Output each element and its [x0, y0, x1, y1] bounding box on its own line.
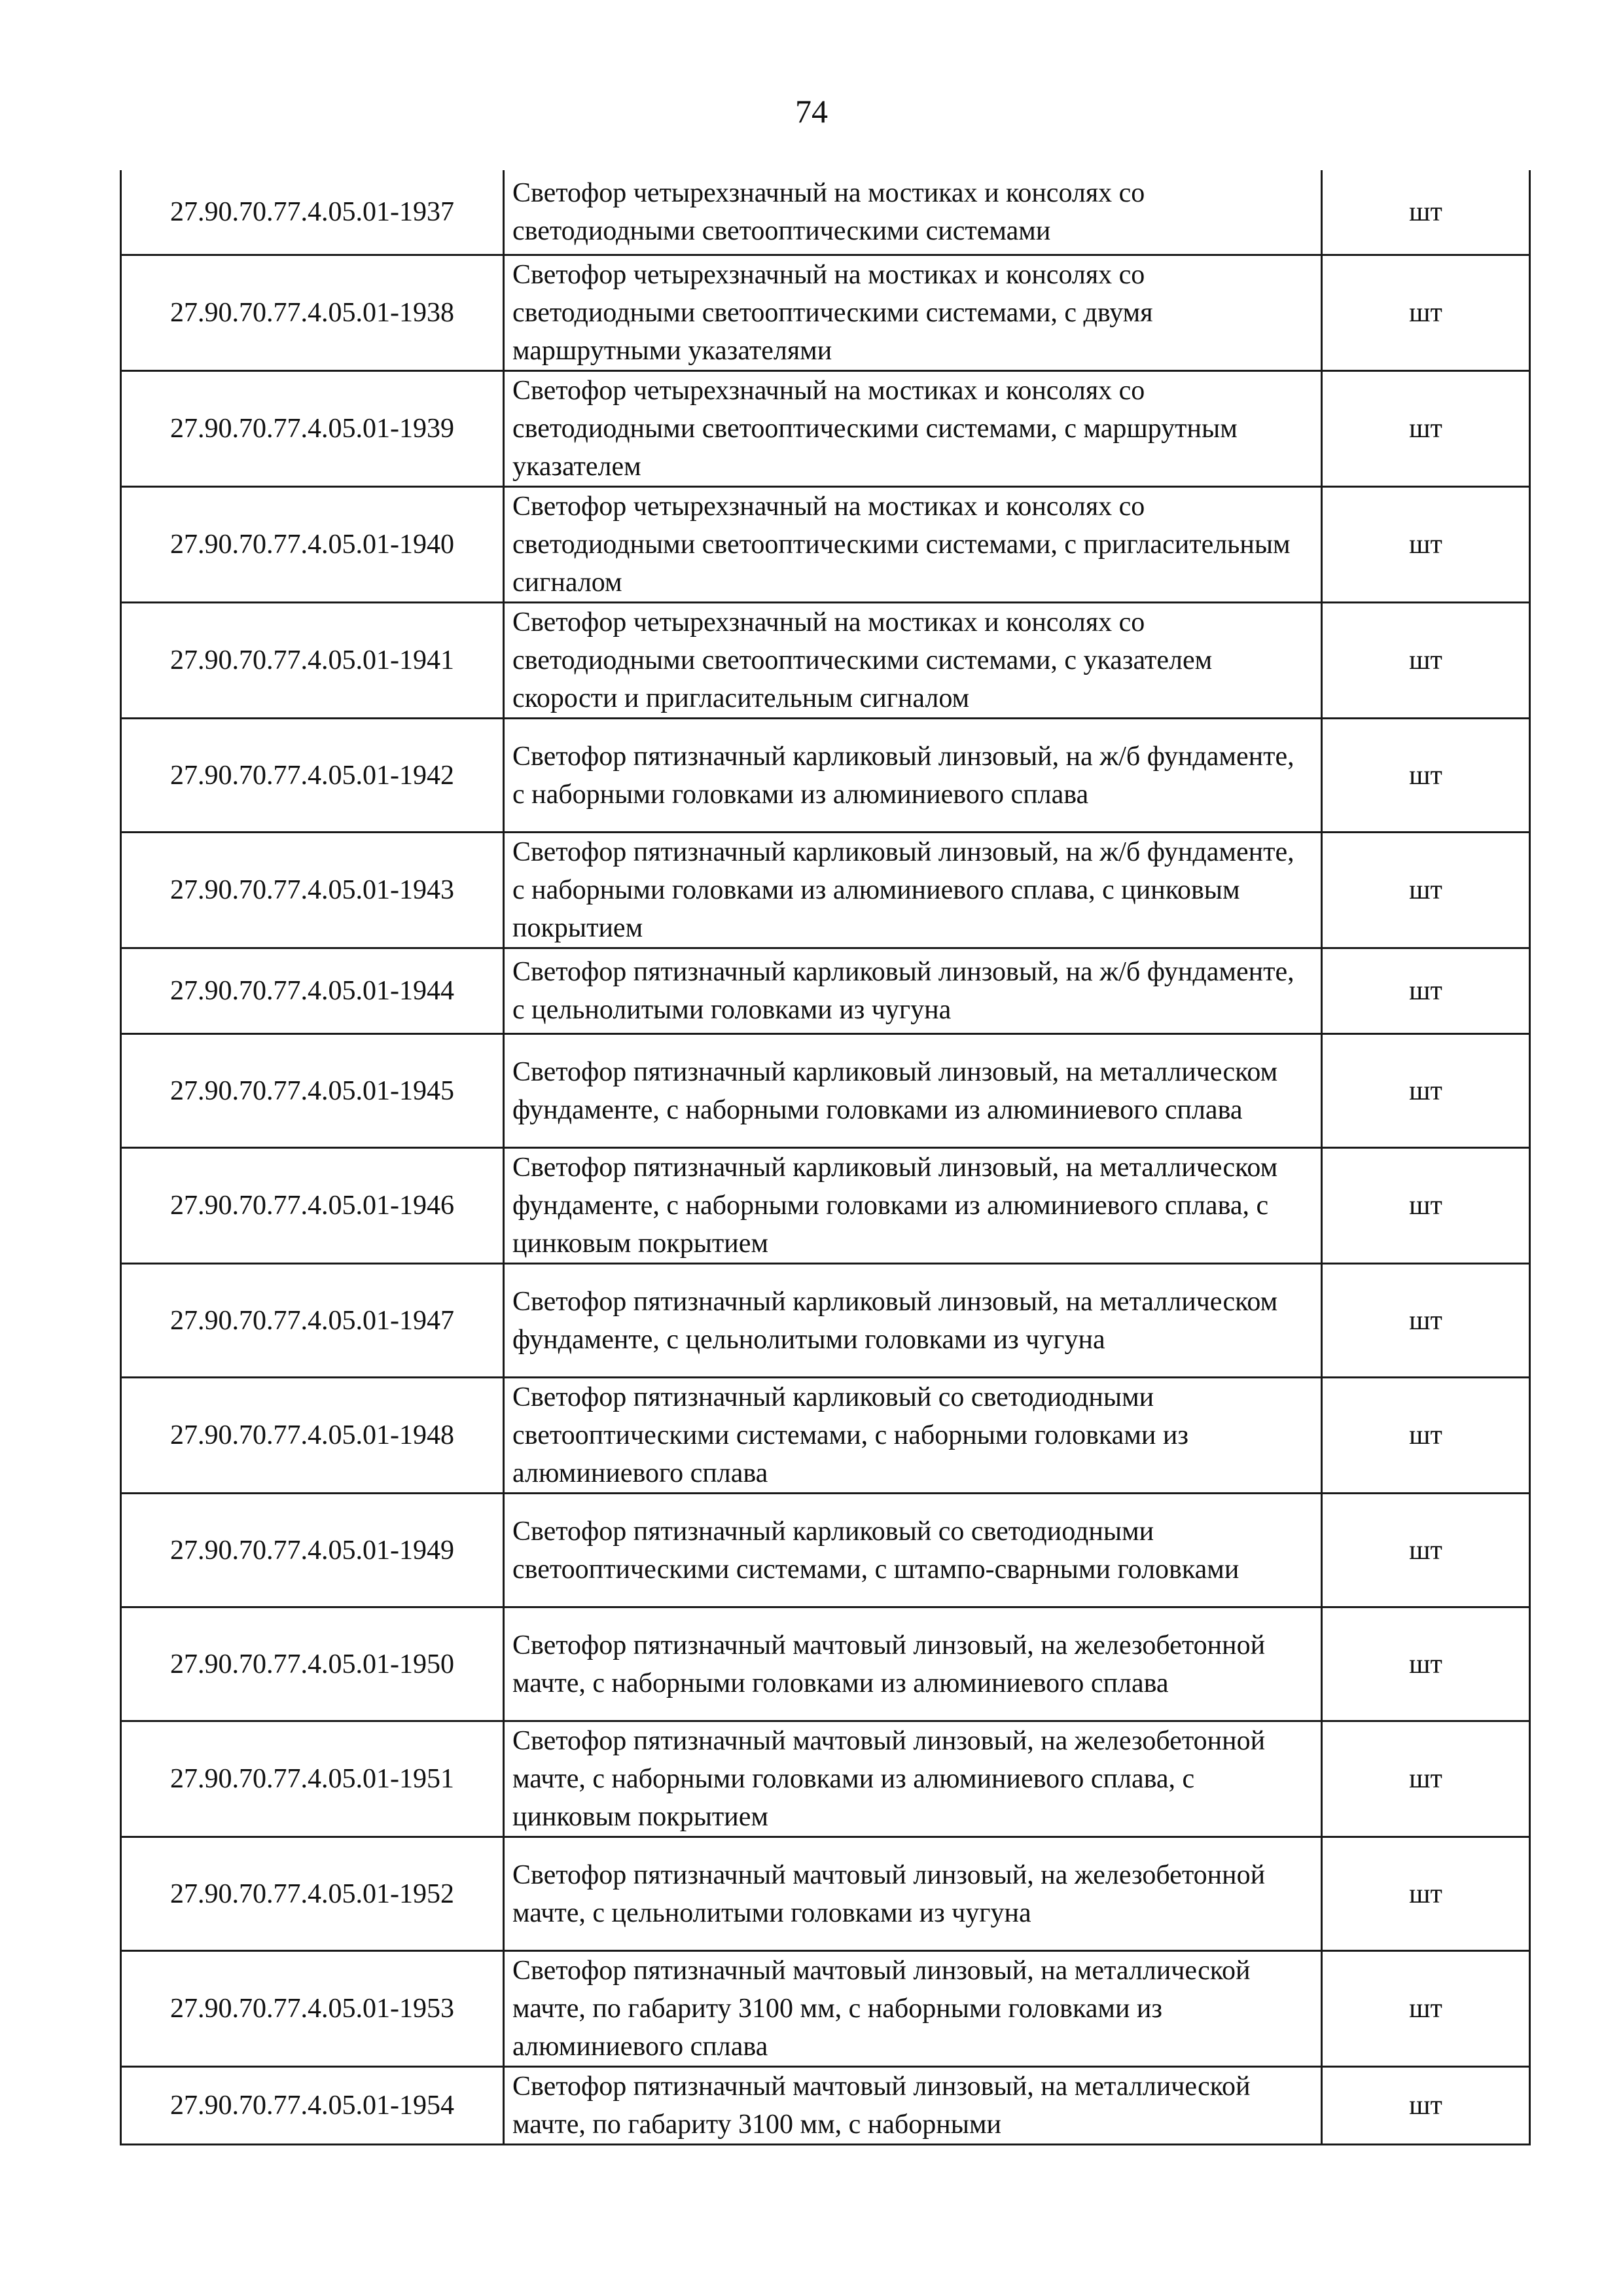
item-code: 27.90.70.77.4.05.01-1944 — [121, 948, 504, 1034]
item-code: 27.90.70.77.4.05.01-1954 — [121, 2067, 504, 2145]
item-unit: шт — [1322, 170, 1530, 255]
table-row — [121, 371, 1530, 487]
table-row — [121, 487, 1530, 603]
item-code: 27.90.70.77.4.05.01-1946 — [121, 1148, 504, 1264]
table-row — [121, 1378, 1530, 1494]
table-row — [121, 1951, 1530, 2067]
item-unit: шт — [1322, 2067, 1530, 2145]
table-row — [121, 1034, 1530, 1148]
item-code: 27.90.70.77.4.05.01-1950 — [121, 1607, 504, 1721]
item-unit: шт — [1322, 1607, 1530, 1721]
item-code: 27.90.70.77.4.05.01-1948 — [121, 1378, 504, 1494]
item-description: Светофор пятизначный карликовый со светодиодными светооптическими системами, с наборными головками из алюминиевого сплава — [504, 1378, 1322, 1494]
item-unit: шт — [1322, 1494, 1530, 1607]
item-description: Светофор пятизначный мачтовый линзовый, на металлической мачте, по габариту 3100 мм, с наборными головками из алюминиевого сплава — [504, 1951, 1322, 2067]
table-row — [121, 719, 1530, 833]
item-description: Светофор пятизначный карликовый линзовый, на металлическом фундаменте, с наборными головками из алюминиевого сплава — [504, 1034, 1322, 1148]
item-unit: шт — [1322, 371, 1530, 487]
item-code: 27.90.70.77.4.05.01-1949 — [121, 1494, 504, 1607]
item-code: 27.90.70.77.4.05.01-1947 — [121, 1264, 504, 1378]
table-row — [121, 1264, 1530, 1378]
table-row — [121, 833, 1530, 948]
item-unit: шт — [1322, 1034, 1530, 1148]
table-row — [121, 255, 1530, 371]
table-row — [121, 2067, 1530, 2145]
item-unit: шт — [1322, 487, 1530, 603]
item-code: 27.90.70.77.4.05.01-1945 — [121, 1034, 504, 1148]
item-unit: шт — [1322, 255, 1530, 371]
item-description: Светофор четырехзначный на мостиках и консолях со светодиодными светооптическими системами — [504, 170, 1322, 255]
item-description: Светофор пятизначный карликовый линзовый, на металлическом фундаменте, с цельнолитыми головками из чугуна — [504, 1264, 1322, 1378]
item-description: Светофор пятизначный карликовый линзовый, на ж/б фундаменте, с цельнолитыми головками из чугуна — [504, 948, 1322, 1034]
item-code: 27.90.70.77.4.05.01-1937 — [121, 170, 504, 255]
table-row — [121, 1837, 1530, 1951]
item-unit: шт — [1322, 719, 1530, 833]
item-unit: шт — [1322, 1951, 1530, 2067]
item-description: Светофор четырехзначный на мостиках и консолях со светодиодными светооптическими системами, с маршрутным указателем — [504, 371, 1322, 487]
item-code: 27.90.70.77.4.05.01-1953 — [121, 1951, 504, 2067]
page-number: 74 — [795, 93, 828, 130]
item-unit: шт — [1322, 1721, 1530, 1837]
item-description: Светофор пятизначный мачтовый линзовый, на железобетонной мачте, с наборными головками из алюминиевого сплава, с цинковым покрытием — [504, 1721, 1322, 1837]
item-unit: шт — [1322, 1148, 1530, 1264]
table-row — [121, 1494, 1530, 1607]
item-description: Светофор четырехзначный на мостиках и консолях со светодиодными светооптическими системами, с двумя маршрутными указателями — [504, 255, 1322, 371]
item-unit: шт — [1322, 1837, 1530, 1951]
item-description: Светофор четырехзначный на мостиках и консолях со светодиодными светооптическими системами, с указателем скорости и пригласительным сигналом — [504, 603, 1322, 719]
items-table — [120, 170, 1531, 2145]
item-code: 27.90.70.77.4.05.01-1952 — [121, 1837, 504, 1951]
item-description: Светофор пятизначный карликовый со светодиодными светооптическими системами, с штампо-сварными головками — [504, 1494, 1322, 1607]
table-row — [121, 1721, 1530, 1837]
item-code: 27.90.70.77.4.05.01-1941 — [121, 603, 504, 719]
item-unit: шт — [1322, 948, 1530, 1034]
table-row — [121, 170, 1530, 255]
item-description: Светофор пятизначный мачтовый линзовый, на металлической мачте, по габариту 3100 мм, с наборными — [504, 2067, 1322, 2145]
item-unit: шт — [1322, 603, 1530, 719]
table-row — [121, 1148, 1530, 1264]
item-code: 27.90.70.77.4.05.01-1939 — [121, 371, 504, 487]
table-row — [121, 1607, 1530, 1721]
item-description: Светофор четырехзначный на мостиках и консолях со светодиодными светооптическими системами, с пригласительным сигналом — [504, 487, 1322, 603]
item-code: 27.90.70.77.4.05.01-1938 — [121, 255, 504, 371]
table-row — [121, 603, 1530, 719]
item-description: Светофор пятизначный мачтовый линзовый, на железобетонной мачте, с цельнолитыми головками из чугуна — [504, 1837, 1322, 1951]
item-code: 27.90.70.77.4.05.01-1942 — [121, 719, 504, 833]
item-code: 27.90.70.77.4.05.01-1943 — [121, 833, 504, 948]
items-table-body — [121, 170, 1530, 2145]
table-row — [121, 948, 1530, 1034]
item-description: Светофор пятизначный карликовый линзовый, на металлическом фундаменте, с наборными головками из алюминиевого сплава, с цинковым покрытием — [504, 1148, 1322, 1264]
item-description: Светофор пятизначный карликовый линзовый, на ж/б фундаменте, с наборными головками из алюминиевого сплава, с цинковым покрытием — [504, 833, 1322, 948]
item-description: Светофор пятизначный карликовый линзовый, на ж/б фундаменте, с наборными головками из алюминиевого сплава — [504, 719, 1322, 833]
item-code: 27.90.70.77.4.05.01-1940 — [121, 487, 504, 603]
item-description: Светофор пятизначный мачтовый линзовый, на железобетонной мачте, с наборными головками из алюминиевого сплава — [504, 1607, 1322, 1721]
item-unit: шт — [1322, 1378, 1530, 1494]
item-unit: шт — [1322, 833, 1530, 948]
item-code: 27.90.70.77.4.05.01-1951 — [121, 1721, 504, 1837]
item-unit: шт — [1322, 1264, 1530, 1378]
